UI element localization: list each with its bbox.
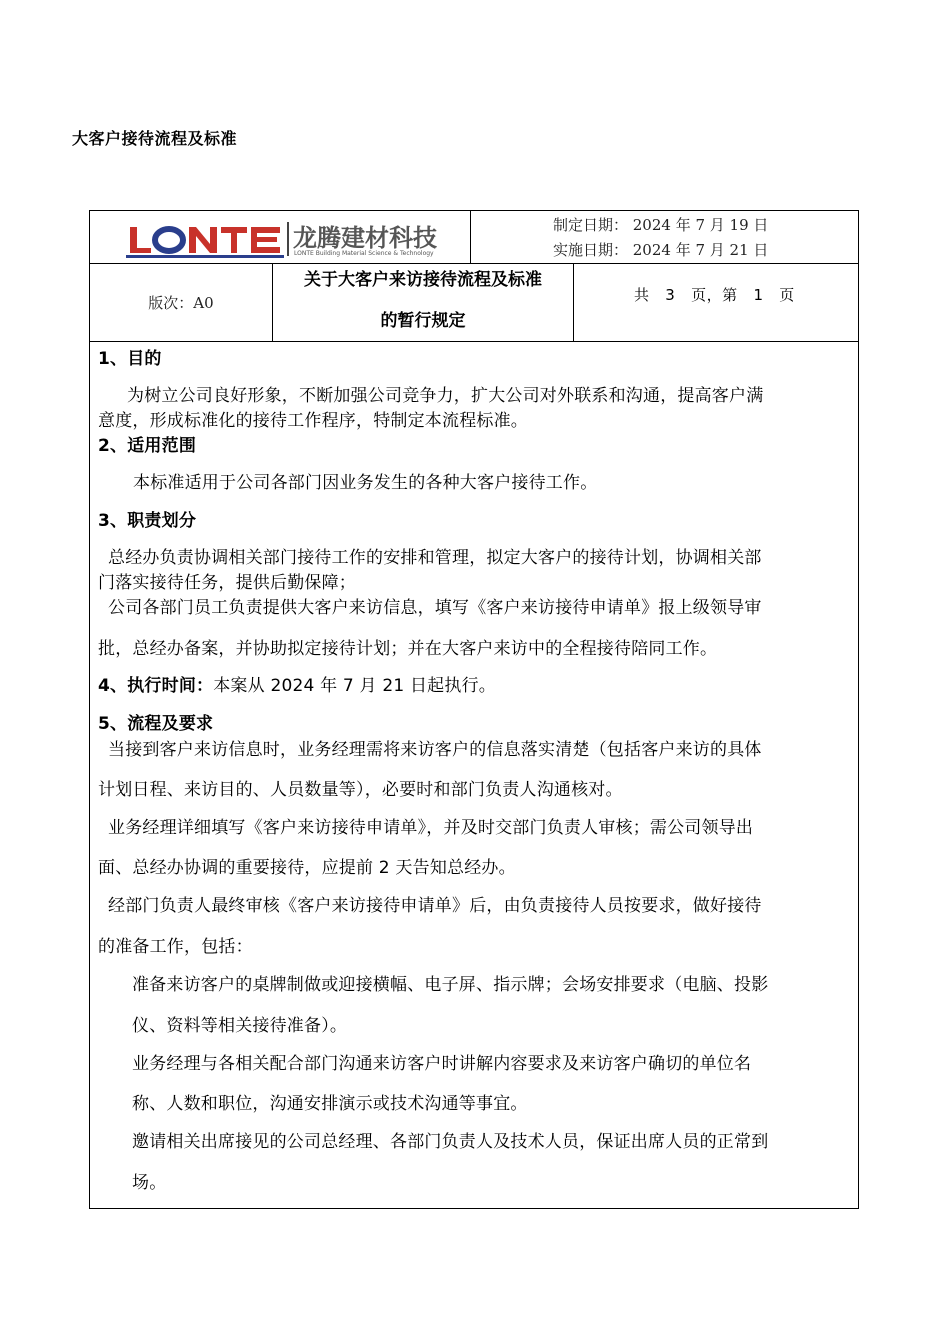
section-5-para-1-line-2: 计划日程、来访目的、人员数量等），必要时和部门负责人沟通核对。 [98, 780, 623, 800]
section-5-heading: 5、流程及要求 [98, 714, 214, 734]
section-5-item-1-line-2: 仪、资料等相关接待准备）。 [132, 1016, 348, 1036]
section-5-item-3-line-1: 邀请相关出席接见的公司总经理、各部门负责人及技术人员，保证出席人员的正常到 [132, 1132, 769, 1152]
section-5-item-2-line-1: 业务经理与各相关配合部门沟通来访客户时讲解内容要求及来访客户确切的单位名 [132, 1054, 752, 1074]
made-date: 制定日期： 2024 年 7 月 19 日 [553, 216, 769, 234]
exec-date: 实施日期： 2024 年 7 月 21 日 [553, 241, 769, 259]
section-3-para-2-line-2: 批，总经办备案，并协助拟定接待计划；并在大客户来访中的全程接待陪同工作。 [98, 639, 718, 659]
section-1-text-line-2: 意度，形成标准化的接待工作程序，特制定本流程标准。 [98, 411, 528, 431]
section-3-para-1-line-1: 总经办负责协调相关部门接待工作的安排和管理，拟定大客户的接待计划，协调相关部 [108, 548, 762, 568]
logo-cell [90, 211, 471, 263]
section-5-para-3-line-2: 的准备工作，包括： [98, 937, 253, 957]
page-info: 共 3 页，第 1 页 [634, 286, 795, 304]
section-4-text: 本案从 2024 年 7 月 21 日起执行。 [213, 676, 496, 696]
lonte-logo [90, 211, 470, 263]
page-info-cell [574, 263, 858, 341]
lonte-logo-mark [126, 222, 289, 258]
subject-line-1: 关于大客户来访接待流程及标准 [304, 270, 542, 290]
header-row-info [90, 263, 858, 342]
section-5-item-2-line-2: 称、人数和职位，沟通安排演示或技术沟通等事宜。 [132, 1094, 528, 1114]
section-4 [98, 671, 496, 696]
section-3-para-1-line-2: 门落实接待任务，提供后勤保障； [98, 573, 356, 593]
subject-line-2: 的暂行规定 [380, 311, 466, 331]
section-5-item-3-line-2: 场。 [132, 1173, 167, 1193]
section-4-heading: 4、执行时间： [98, 676, 214, 696]
section-3-para-2-line-1: 公司各部门员工负责提供大客户来访信息，填写《客户来访接待申请单》报上级领导审 [108, 598, 762, 618]
subject-cell [273, 263, 574, 341]
header-row-logo [90, 211, 858, 264]
section-5-para-2-line-2: 面、总经办协调的重要接待，应提前 2 天告知总经办。 [98, 858, 516, 878]
document-frame [89, 210, 859, 1209]
section-2-heading: 2、适用范围 [98, 436, 197, 456]
section-1-text-line-1: 为树立公司良好形象，不断加强公司竞争力，扩大公司对外联系和沟通，提高客户满 [127, 386, 764, 406]
dates-cell [471, 211, 858, 263]
section-5-para-1-line-1: 当接到客户来访信息时，业务经理需将来访客户的信息落实清楚（包括客户来访的具体 [108, 740, 762, 760]
section-5-para-3-line-1: 经部门负责人最终审核《客户来访接待申请单》后，由负责接待人员按要求，做好接待 [108, 896, 762, 916]
section-5-para-2-line-1: 业务经理详细填写《客户来访接待申请单》，并及时交部门负责人审核；需公司领导出 [108, 818, 754, 838]
section-2-text: 本标准适用于公司各部门因业务发生的各种大客户接待工作。 [133, 473, 598, 493]
document-title: 大客户接待流程及标准 [72, 129, 238, 148]
logo-chinese-name: 龙腾建材科技 [293, 224, 437, 252]
logo-english-name: LONTE Building Material Science & Technology [294, 250, 434, 257]
version-cell [90, 263, 273, 341]
section-3-heading: 3、职责划分 [98, 511, 197, 531]
version-label: 版次：A0 [148, 293, 214, 312]
section-1-heading: 1、目的 [98, 349, 162, 369]
section-5-item-1-line-1: 准备来访客户的桌牌制做或迎接横幅、电子屏、指示牌；会场安排要求（电脑、投影 [132, 975, 769, 995]
